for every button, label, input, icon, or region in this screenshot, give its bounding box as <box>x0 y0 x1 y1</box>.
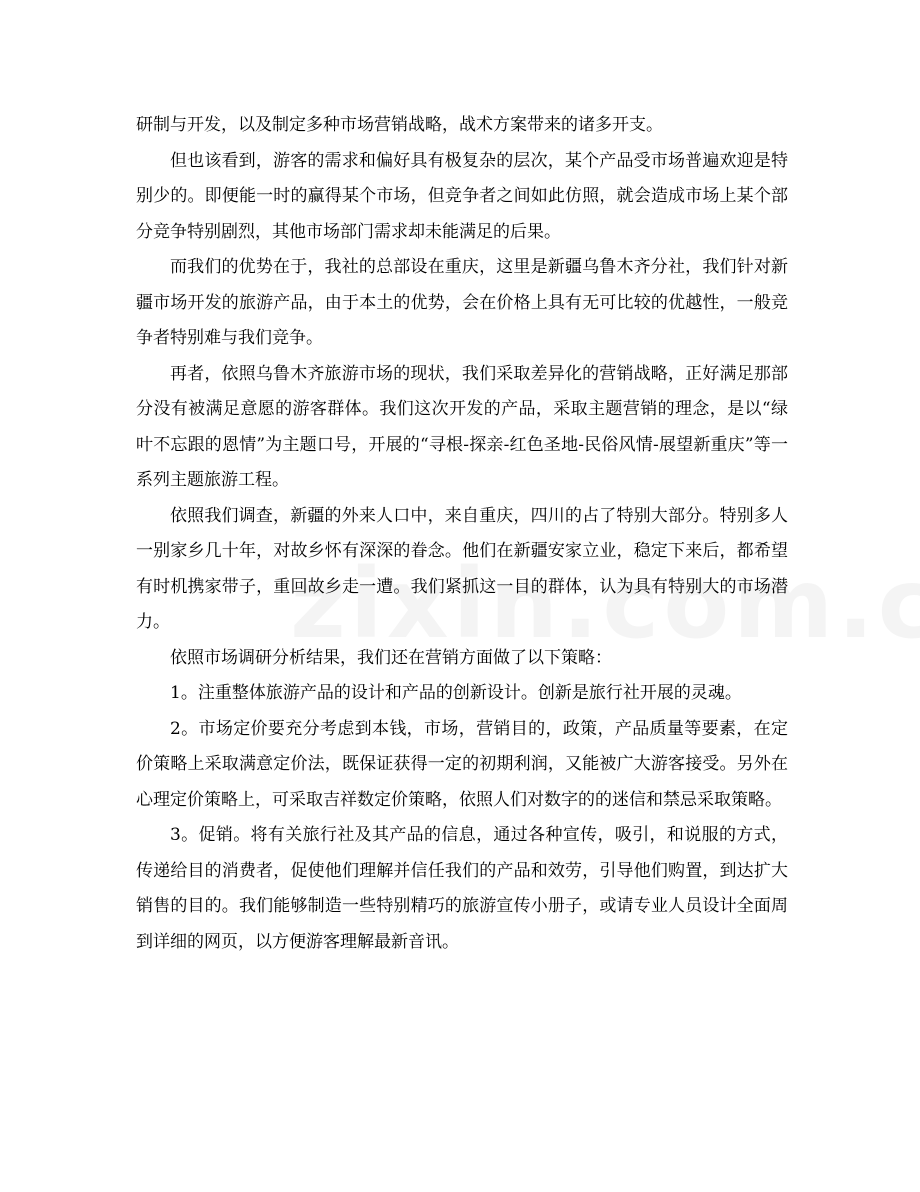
paragraph: 再者，依照乌鲁木齐旅游市场的现状，我们采取差异化的营销战略，正好满足那部分没有被满足意愿的游客群体。我们这次开发的产品，采取主题营销的理念，是以“绿叶不忘跟的恩情”为主题口号，开展的“寻根-探亲-红色圣地-民俗风情-展望新重庆”等一系列主题旅游工程。 <box>136 363 788 490</box>
list-item-1: 1。注重整体旅游产品的设计和产品的创新设计。创新是旅行社开展的灵魂。 <box>170 683 742 703</box>
paragraph: 依照市场调研分析结果，我们还在营销方面做了以下策略： <box>170 647 612 668</box>
paragraph: 依照我们调查，新疆的外来人口中，来自重庆，四川的占了特别大部分。特别多人一别家乡几十年，对故乡怀有深深的眷念。他们在新疆安家立业，稳定下来后，都希望有时机携家带子，重回故乡走一遭。我们紧抓这一目的群体，认为具有特别大的市场潜力。 <box>136 505 788 632</box>
document-body <box>136 108 788 960</box>
list-item-2: 2。市场定价要充分考虑到本钱，市场，营销目的，政策，产品质量等要素，在定价策略上采取满意定价法，既保证获得一定的初期利润，又能被广大游客接受。另外在心理定价策略上，可采取吉祥数定价策略，依照人们对数字的的迷信和禁忌采取策略。 <box>136 718 788 810</box>
paragraph: 但也该看到，游客的需求和偏好具有极复杂的层次，某个产品受市场普遍欢迎是特别少的。即便能一时的赢得某个市场，但竞争者之间如此仿照，就会造成市场上某个部分竞争特别剧烈，其他市场部门需求却未能满足的后果。 <box>136 150 788 242</box>
paragraph-continuation: 研制与开发，以及制定多种市场营销战略，战术方案带来的诸多开支。 <box>136 115 663 135</box>
paragraph: 而我们的优势在于，我社的总部设在重庆，这里是新疆乌鲁木齐分社，我们针对新疆市场开发的旅游产品，由于本土的优势，会在价格上具有无可比较的优越性，一般竞争者特别难与我们竞争。 <box>136 257 788 348</box>
list-item-3: 3。促销。将有关旅行社及其产品的信息，通过各种宣传，吸引，和说服的方式，传递给目的消费者，促使他们理解并信任我们的产品和效劳，引导他们购置，到达扩大销售的目的。我们能够制造一些特别精巧的旅游宣传小册子，或请专业人员设计全面周到详细的网页，以方便游客理解最新音讯。 <box>136 825 788 952</box>
